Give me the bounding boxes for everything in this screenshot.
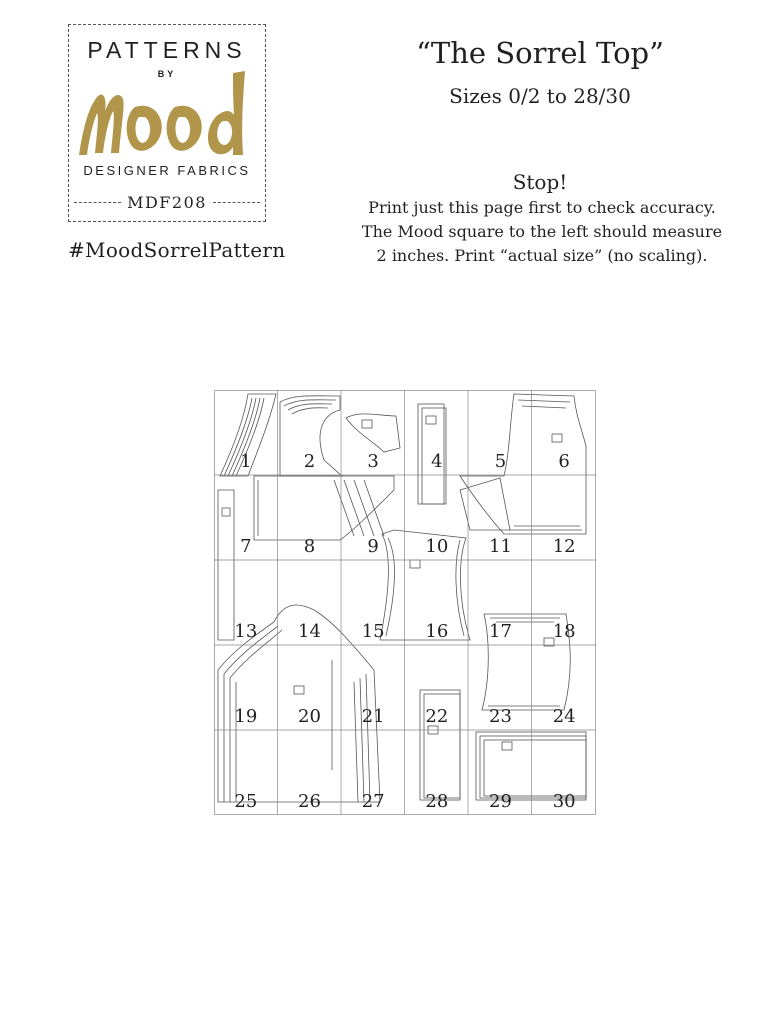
- mood-logo: [68, 24, 266, 222]
- tile-number: 26: [298, 791, 321, 812]
- pattern-piece: [480, 736, 586, 798]
- tile-number: 1: [240, 451, 252, 472]
- tile-number: 9: [367, 536, 379, 557]
- pattern-piece: [484, 740, 586, 796]
- pattern-piece: [476, 732, 586, 800]
- pattern-tile-grid: [214, 390, 596, 815]
- tile-number: 7: [240, 536, 252, 557]
- pattern-piece: [346, 414, 400, 452]
- logo-designer-fabrics-text: DESIGNER FABRICS: [83, 163, 251, 178]
- tile-number: 6: [558, 451, 570, 472]
- instruction-line: 2 inches. Print “actual size” (no scaling).: [376, 246, 708, 265]
- pattern-label: [502, 742, 512, 750]
- tile-grid-lines: [214, 390, 596, 815]
- tile-number: 30: [552, 791, 576, 812]
- hashtag: #MoodSorrelPattern: [68, 238, 286, 262]
- tile-number: 10: [425, 536, 449, 557]
- tile-number: 8: [303, 536, 316, 557]
- pattern-label: [294, 686, 304, 694]
- instruction-line: The Mood square to the left should measure: [361, 222, 723, 241]
- tile-number: 2: [303, 451, 316, 472]
- pattern-label: [410, 560, 420, 568]
- pattern-piece: [284, 400, 336, 414]
- pattern-pieces-drawing: [214, 390, 596, 815]
- print-instructions: [352, 196, 732, 268]
- instruction-line: Print just this page first to check accuracy.: [368, 198, 716, 217]
- tile-number: 13: [234, 621, 258, 642]
- pattern-piece: [258, 480, 384, 536]
- tile-number: 16: [425, 621, 449, 642]
- size-range: Sizes 0/2 to 28/30: [449, 84, 631, 108]
- divider: [213, 202, 260, 203]
- divider: [74, 202, 121, 203]
- tile-number: 22: [425, 706, 449, 727]
- tile-number: 23: [489, 706, 512, 727]
- tile-number: 29: [489, 791, 512, 812]
- tile-number: 28: [425, 791, 449, 812]
- pattern-piece: [254, 476, 394, 540]
- pattern-code: MDF208: [127, 192, 207, 212]
- tile-number: 18: [552, 621, 576, 642]
- tile-number: 5: [494, 451, 507, 472]
- mood-script-logo: [73, 67, 263, 163]
- tile-number: 4: [431, 451, 443, 472]
- logo-patterns-text: PATTERNS: [87, 37, 247, 63]
- tile-number: 14: [298, 621, 321, 642]
- tile-number: 15: [361, 621, 385, 642]
- pattern-piece: [460, 478, 510, 530]
- pattern-label: [552, 434, 562, 442]
- pattern-piece: [218, 490, 234, 640]
- tile-number: 11: [489, 536, 512, 557]
- tile-number: 20: [298, 706, 321, 727]
- tile-number: 27: [361, 791, 385, 812]
- page-title: “The Sorrel Top”: [416, 36, 664, 70]
- tile-number: 21: [361, 706, 385, 727]
- pattern-label: [362, 420, 372, 428]
- stop-heading: Stop!: [512, 170, 568, 194]
- tile-number: 19: [234, 706, 258, 727]
- pattern-label: [426, 416, 436, 424]
- tile-number: 25: [234, 791, 258, 812]
- tile-number: 12: [552, 536, 576, 557]
- tile-number: 24: [552, 706, 576, 727]
- pattern-code-row: [68, 192, 266, 212]
- logo-by-text: BY: [157, 69, 177, 79]
- tile-number: 3: [367, 451, 379, 472]
- pattern-label: [222, 508, 230, 516]
- tile-number: 17: [489, 621, 512, 642]
